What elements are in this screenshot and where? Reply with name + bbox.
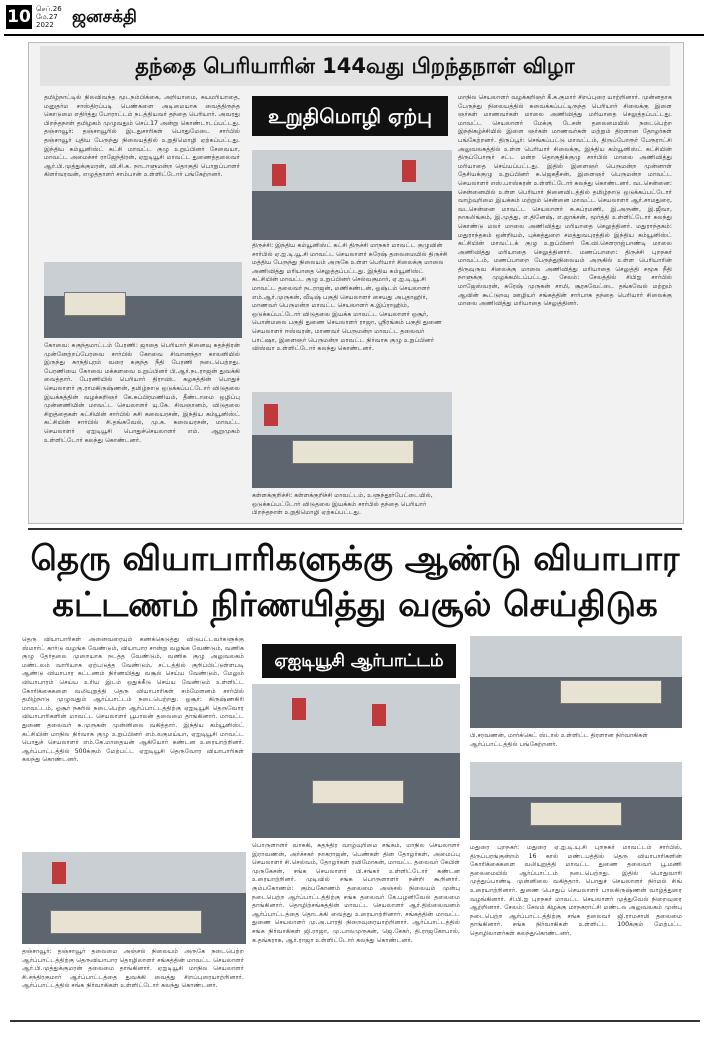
section-divider — [28, 528, 682, 530]
date-line: 2022 — [36, 21, 54, 29]
bottom-rule — [10, 1020, 700, 1022]
story1-col1-text: தமிழ்நாட்டில் நிலவிவந்த மூடநம்பிக்கை, அறியாமை, சுயமரியாதை, மனுதர்ம சாஸ்திரப்படி பெண்களை அடிமையாக வைத்திருந்த கொடுமை எதிர்த்து போராட்டம் நடத்தியவர் தந்தை பெரியார். அவரது பிறந்தநாள் தமிழகம் முழுவதும் செப்.17 அன்று கொண்டாடப்பட்டது. தஞ்சாவூர்: தஞ்சாவூரில் இடதுசாரிகள் பொதுமேடை சார்பில் தஞ்சாவூர் புதிய பேருந்து நிலையத்தில் உறுதிமொழி ஏற்கப்பட்டது. இந்திய கம்யூனிஸ்ட் கட்சி மாவட்ட குழு உறுப்பினர் சேவையா, மாவட்ட அமைச்சர் ராஜேந்திரன், ஏஐடியூசி மாவட்ட துணைத்தலைவர் ஆர்.பி.முத்துக்குமரன், வி.சி.க. நாடாளுமன்ற தொகுதி பொறுப்பாளர் கிளர்வரவன், எழுத்தாளர் சாம்பான் உள்ளிட்டோர் பங்கேற்றனர். — [44, 94, 240, 179]
story2-banner: ஏஐடியூசி ஆர்பாட்டம் — [262, 644, 456, 678]
story1-caption-trichy: திருச்சி: இந்திய கம்யூனிஸ்ட் கட்சி திருச்சி மாநகர் மாவட்ட குழுவின் சார்பில் ஏ.ஐ.டி.யூ.சி மாவட்ட செயலாளர் சுரேஷ் தலைமையில் திருச்சி மத்திய பேருந்து நிலையம் அருகே உள்ள பெரியார் சிலைக்கு மாலை அணிவித்து மரியாதை செலுத்தப்பட்டது. இந்திய கம்யூனிஸ்ட் கட்சியின் மாவட்ட குழு உறுப்பினர் செல்வகுமார், ஏ.ஐ.டி.யூ.சி மாவட்ட தலைவர் நடராஜன், மணிகண்டன், ஓஷ்டம் செயலாளர் எம்.ஆர்.முருகன், வீடிஷ் பகுதி செயலாளர் சையது அபுதாஹிர், மாணவர் பெருமன்ற மாவட்ட செயலாளர் க.இப்ராஹிம், ஒடுக்கப்பட்டோர் விடுதலை இயக்க மாவட்ட செயலாளர் ஒசூர், பொன்மலை பகுதி துணை செயலாளர் ராஜா, ஸ்ரீரங்கம் பகுதி துணை செயலாளர் ஈஸ்வரன், மாணவர் பெருமன்ற மாவட்ட தலைவர் பாட்ஷா, இளைஞர் பெருமன்ற மாவட்ட நிர்வாக குழு உறுப்பினர் விஸ்வா உள்ளிட்டோர் கலந்து கொண்டனர். — [252, 242, 448, 353]
story2-headline-line2: கட்டணம் நிர்ணயித்து வசூல் செய்திடுக — [52, 585, 658, 625]
story1-photo-trichy — [252, 150, 452, 240]
story2-col1-text2: தஞ்சாவூர்: தஞ்சாவூர் தலைமை அஞ்சல் நிலையம் அருகே நடைபெற்ற ஆர்ப்பாட்டத்திற்கு தெருவியாபார தொழிலாளர் சங்கத்தின் மாவட்ட செயலாளர் ஆர்.பி.முத்துக்குமரன் தலைமை தாங்கினார். ஏஐடியூசி மாநில செயலாளர் சி.சந்திரகுமார் ஆர்ப்பாட்டத்தை துவக்கி வைத்து சிறப்புரையாற்றினார். ஆர்ப்பாட்டத்தில் சங்க நிர்வாகிகள் உள்ளிட்டோர் கலந்து கொண்டனர். — [22, 948, 244, 990]
story1-col3-text: மாநில செயலாளர் வழக்கறிஞர் கீ.சு.குமார் சிறப்புரை யாற்றினார். முன்னதாக பேருந்து நிலையத்தில் சுவைக்கப்பட்டிருந்த பெரியார் சிலைக்கு இளை ஞர்கள் மாணவர்கள் மாலை அணிவித்து மரியாதை செலுத்தப்பட்டது. மாவட்ட செயலாளர் மேக்கு டேசன் தலைமையில் நடைபெற்ற இந்நிகழ்ச்சியில் இளை ஞர்கள் மாணவர்கள் மற்றும் திரளான தோழர்கள் பங்கேற்றனர். திருப்பூர்: செங்கப்பட்டு மாவட்டம், திருப்போரூர் பேரூராட்சி அலுவலகத்தில் உள்ள பெரியார் சிலைக்கு, இந்திய கம்யூனிஸ்ட் கட்சியின் திருப்போரூர் சட்ட மன்ற தொகுதிக்குழு சார்பில் மாலை அணிவித்து மரியாதை செய்யப்பட்டது. இதில் இளைஞர் பெருமன்ற முன்னாள் தேசியக்குழு உறுப்பினர் சு.ஜெகதீசன், இளைஞர் பெருமன்ற மாவட்ட செயலாளர் எஸ்.பாஸ்கரன் உள்ளிட்டோர் கலந்து கொண்டனர். வடசென்னை: சென்னையில் உள்ள பெரியார் நினைவிடத்தில் தமிழ்நாடு ஒடுக்கப்பட்டோர் வாழ்வுரிமை இயக்கம் மற்றும் சென்னை மாவட்ட செயலாளர் ஆர்.சாமதுரை, வடசென்னை மாவட்ட செயலாளர் சு.சுப்ரமணி, இ.அருண், இ.ஜீவா, நாகலிங்கம், இ.முத்து, எ.தினேஷ், எ.ஜாக்சன், மூர்த்தி உள்ளிட்டோர் கலந்து கொண்டு மலர் மாலை அணிவித்து மரியாதை செலுத்தினர். மதுராந்தகம்: மதுராந்தகம் ஒன்றியம், புக்கத்துறை சமத்துவபுரத்தில் இந்திய கம்யூனிஸ்ட் கட்சியின் மாவட்டக் குழு உறுப்பினர் கே.வி.செளராஜ்பாண்டி மாலை அணிவித்து மரியாதை செலுத்தினார். மணப்பாறை: திருச்சி புறநகர் மாவட்டம், மணப்பாறை பேருந்துநிலையம் அருகில் உள்ள பெரியாரின் திருவுருவ சிலைக்கு மாலை அணிவித்து மரியாதை செலுத்தி சமூக நீதி நாளுக்கு முழக்கமிடப்பட்டது. சேலம்: சேலத்தில் சிபிஐ சார்பில் மாஜேஸ்வரன், சுரேஷ் முருகன் சாமி, சூரகவேட்டை தங்கவேல் மற்றும் ஆவின் கூட்டுறவு ஊழியர் சங்கத்தின் சார்பாக தந்தை பெரியார் சிலைக்கு மாலை அணிவித்து மரியாதை செலுத்தினர். — [458, 94, 672, 308]
story2-col1-text: தெரு வியாபாரிகள் அனைவரையும் கணக்கெடுத்து விடுபட்டவர்களுக்கு ஸ்மார்ட் கார்டு வழங்க வேண்டும், வியாபார சான்று வழங்க வேண்டும், வணிக குழு தேர்தலை முறையாக நடத்த வேண்டும், வணிக குழு அலுவலகம் மண்டலம் வாரியாக ஏற்படுத்த வேண்டும், சட்டத்தில் குறிப்பிட்டுள்ளபடி ஆண்டு வியாபார கட்டணம் நிர்ணயித்து வசூல் செய்ய வேண்டும், மேலும் வியாபாரம் செய்ய உரிய இடம் ஒதுக்கீடு செய்ய வேண்டும் உள்ளிட்ட கோரிக்கைகளை வலியுறுத்தி தெரு வியாபாரிகள் சம்மேளனம் சார்பில் தமிழ்நாடு முழுவதும் ஆர்ப்பாட்டம் நடைபெற்றது. ஓசூர்: கிருஷ்ணகிரி மாவட்டம், ஓசூர் நகரில் நடைபெற்ற ஆர்ப்பாட்டத்திற்கு ஏஐடியூசி தெருவோர வியாபாரிகளின் மாவட்ட செயலாளர் பூபாலன் தலைமை தாங்கினார். மாவட்ட துணை தலைவர் சு.முருகன் முன்னிலை வகித்தார். இந்திய கம்யூனிஸ்ட் கட்சியின் மாநில நிர்வாக குழு உறுப்பினர் எம்.லகுமய்யா, ஏஐடியூசி மாவட்ட பொதுச் செயலாளர் எம்.கே.மாதையன் ஆகியோர் கண்டன உரையாற்றினர். ஆர்ப்பாட்டத்தில் 500க்கும் மேற்பட்ட ஏஐடியூசி தெருவோர வியாபாரிகள் கலந்து கொண்டனர். — [22, 636, 244, 764]
story1-headline: தந்தை பெரியாரின் 144வது பிறந்தநாள் விழா — [40, 46, 670, 86]
story2-photo-thanjavur — [22, 852, 246, 944]
page-number: 10 — [7, 7, 31, 27]
story2-mid-text: பொருளாளர் வாசுகி, சுதந்திர வாழ்வுரிமை சங்கம், மாநில செயலாளர் இராவணன், அர்ச்சகர் நாகராஜன், பெண்கள் தின தோழர்கள், அமைப்பு செயலாளர் சி.செல்வம், தோழர்கள் ரவிமோகன், மாவட்ட தலைவர் கேபிள் முருகேசன், சங்க செயலாளர் பி.சங்கர் உள்ளிட்டோர் கண்டன உரையாற்றினர். முடிவில் சங்க பொருளாளர் நன்றி கூறினார். கும்பகோணம்: கும்பகோணம் தலைமை அஞ்சல் நிலையம் முன்பு நடைபெற்ற ஆர்ப்பாட்டத்திற்கு சங்க தலைவர் கே.பழனிவேல் தலைமை தாங்கினார். தொழிற்சங்கத்தின் மாவட்ட செயலாளர் ஆர்.தில்லைவனம் ஆர்ப்பாட்டத்தை தொடக்கி வைத்து உரையாற்றினார். சங்கத்தின் மாவட்ட துணை செயலாளர் மு.அ.பாரதி நிறைவுரையாற்றினார். ஆர்ப்பாட்டத்தில் சங்க நிர்வாகிகள் ஜி.ராஜா, மு.பாலமுருகன், ஜெ.சேகர், தி.ராஜகோபால், க.தங்கராசு, ஆர்.ராஜா உள்ளிட்டோர் கலந்து கொண்டனர். — [252, 842, 460, 944]
story1-col1-text2: கோவை: சுகுந்தமாட்டம் பேரணி: ஜாதை பெரியார் நினைவு சுதந்திரன் முன்னேற்றப்பேரவை சார்பில் கோவை சிவானந்தா காலனியில் இருந்து காந்திபுரம் வரை சுகுந்த நீதி பேரணி நடைபெற்றது. பேரணியை கோவை மக்களவை உறுப்பினர் பி.ஆர்.நடராஜன் துவக்கி வைத்தார். பேரணியில் பெரியார் திராவிட கழகத்தின் பொதுச் செயலாளர் கு.ராமகிருஷ்ணன், தமிழ்நாடு ஒடுக்கப்பட்டோர் விடுதலை இயக்கத்தின் வழக்கறிஞர் கே.சுப்பிரமணியம், தீண்டாமை ஒழிப்பு முன்னணியின் மாவட்ட செயலாளர் யு.கே. சிவஞானம், விடுதலை சிறுத்தைகள் கட்சியின் சார்பில் சுசி கலையரசன், இந்திய கம்யூனிஸ்ட் கட்சியின் சார்பில் சி.தங்கவேல், மு.க. கலையரசன், மாவட்ட செயலாளர் ஏஐடியூசி பொதுச்செயலாளர் எம். ஆறுமுகம் உள்ளிட்டோர் கலந்து கொண்டனர். — [44, 342, 240, 444]
story2-caption-right1: பி.சரவணன், மார்க்கெட் ஸ்டால் உள்ளிட்ட திரளான நிர்வாகிகள் ஆர்ப்பாட்டத்தில் பங்கேற்றனர். — [470, 732, 648, 748]
date-block — [36, 5, 68, 29]
story2-photo-right2 — [470, 762, 682, 840]
story2-photo-hosur — [252, 684, 460, 838]
story1-caption-kallakurichi: கள்ளக்குறிச்சி: கள்ளக்குறிச்சி மாவட்டம், உளுந்தூர்பேட்டையில், ஒடுக்கப்பட்டோர் விடுதலை இயக்கம் சார்பில் தந்தை பெரியார் பிறந்தநாள் உறுதிமொழி ஏற்கப்பட்டது. — [252, 492, 433, 517]
story2-right-text: மதுரை புறநகர்: மதுரை ஏ.ஐ.டி.யு.சி புறநகர் மாவட்டம் சார்பில், திருப்பரங்குன்றம் 16 கால் மண்டபத்தில் தெரு வியாபாரிகளின் கோரிக்கைகளை வலியுறுத்தி மாவட்ட துணை தலைவர் பூ.மணி தலைமையில் ஆர்ப்பாட்டம் நடைபெற்றது. இதில் பொதுவாரி முத்துப்பாண்டி முன்னிலை வகித்தார். பொதுச் செயலாளர் நிர்மல் சிங் உரையாற்றினார். துணை பொதுப் செயலாளர் பாலகிருஷ்ணன் வாழ்த்துரை வழங்கினார். சி.பி.ஐ புறநகர் மாவட்ட செயலாளர் முத்துவேல் நிறைவுரை ஆற்றினார். சேலம்: சேலம் கிழக்கு மாநகராட்சி மண்டல அலுவலகம் முன்பு நடைபெற்ற ஆர்ப்பாட்டத்திற்கு சங்க தலைவர் ஜி.ராமசாமி தலைமை தாங்கினார். சங்க நிர்வாகிகள் உள்ளிட்ட 100க்கும் மேற்பட்ட தொழிலாளர்கள் கலந்துகொண்டனர். — [470, 844, 682, 937]
paper-name: ஜனசக்தி — [72, 7, 137, 27]
story1-photo-kallakurichi — [252, 392, 452, 488]
story2-photo-right1 — [470, 636, 682, 728]
story1-photo-kovai — [44, 262, 242, 338]
date-line: செப்.26 — [36, 5, 62, 13]
story1-banner: உறுதிமொழி ஏற்பு — [252, 96, 448, 136]
date-line: மே.27 — [36, 13, 58, 21]
story2-headline-line1: தெரு வியாபாரிகளுக்கு ஆண்டு வியாபார — [30, 539, 680, 579]
